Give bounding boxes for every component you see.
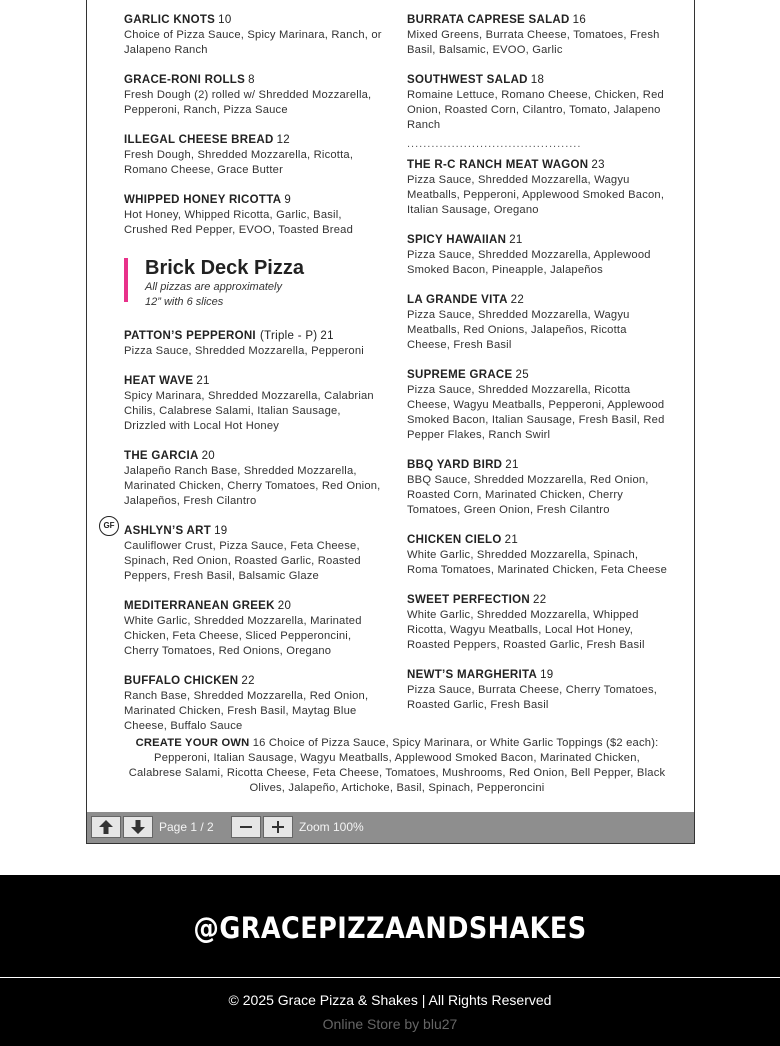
item-name: WHIPPED HONEY RICOTTA [124, 194, 282, 206]
next-page-button[interactable] [123, 816, 153, 838]
zoom-in-button[interactable] [263, 816, 293, 838]
menu-item [407, 158, 669, 218]
item-name-line [124, 193, 386, 208]
store-credit-link[interactable]: Online Store by blu27 [322, 1016, 458, 1032]
menu-item [407, 458, 669, 518]
menu-item [124, 449, 386, 509]
item-name-line [124, 524, 386, 539]
item-name-line [407, 293, 669, 308]
item-price: 19 [540, 669, 554, 681]
item-price: 9 [284, 194, 292, 206]
gluten-free-badge: GF [99, 516, 119, 536]
item-name: SUPREME GRACE [407, 369, 513, 381]
item-name: THE GARCIA [124, 450, 199, 462]
item-price: 22 [533, 594, 547, 606]
item-description: Mixed Greens, Burrata Cheese, Tomatoes, Fresh Basil, Balsamic, EVOO, Garlic [407, 29, 660, 56]
item-name: ASHLYN’S ART [124, 525, 212, 537]
item-name: SWEET PERFECTION [407, 594, 531, 606]
menu-item [407, 668, 669, 713]
plus-icon [271, 820, 285, 834]
item-name: GRACE-RONI ROLLS [124, 74, 246, 86]
item-name: CHICKEN CIELO [407, 534, 502, 546]
item-name: SOUTHWEST SALAD [407, 74, 528, 86]
item-name: ILLEGAL CHEESE BREAD [124, 134, 274, 146]
create-your-own [127, 736, 667, 796]
item-price: 18 [530, 74, 545, 86]
item-description: Hot Honey, Whipped Ricotta, Garlic, Basil, Crushed Red Pepper, EVOO, Toasted Bread [124, 209, 353, 236]
item-name-line [407, 668, 669, 683]
item-name: BUFFALO CHICKEN [124, 675, 239, 687]
item-name: CREATE YOUR OWN [135, 737, 250, 749]
menu-item [407, 533, 669, 578]
menu-item [407, 593, 669, 653]
section-subtitle: 12” with 6 slices [145, 296, 224, 308]
menu-item [407, 233, 669, 278]
item-description: Romaine Lettuce, Romano Cheese, Chicken, Red Onion, Roasted Corn, Cilantro, Tomato, Jalapeno Ranch [407, 89, 664, 131]
item-description: Choice of Pizza Sauce, Spicy Marinara, or White Garlic Toppings ($2 each): Pepperoni, Italian Sausage, Wagyu Meatballs, Applewood Smoked Bacon, Marinated Chicken, Calabrese Salami, Ricotta Cheese, Feta Cheese, Tomatoes, Mushrooms, Red Onion, Bell Pepper, Black Olives, Jalapeño, Artichoke, Basil, Spinach, Pepperoncini [128, 737, 666, 794]
item-description: Pizza Sauce, Shredded Mozzarella, Pepperoni [124, 345, 364, 357]
footer-legal [0, 978, 780, 1046]
pdf-toolbar [87, 812, 694, 843]
menu-item [124, 13, 386, 58]
item-price: 10 [218, 14, 232, 26]
item-description: White Garlic, Shredded Mozzarella, Whipped Ricotta, Wagyu Meatballs, Local Hot Honey, Roasted Peppers, Roasted Garlic, Fresh Basil [407, 609, 645, 651]
item-name-line [124, 374, 386, 389]
item-price: 8 [248, 74, 255, 86]
menu-item [124, 674, 386, 734]
item-price: 16 [252, 737, 266, 749]
item-name-line [407, 593, 669, 608]
item-price: 21 [505, 459, 519, 471]
item-name: GARLIC KNOTS [124, 14, 216, 26]
item-price: 19 [214, 525, 228, 537]
item-name: PATTON’S PEPPERONI [124, 330, 256, 342]
item-price: 21 [196, 375, 210, 387]
social-handle-link[interactable]: @GRACEPIZZAANDSHAKES [193, 911, 587, 945]
item-price: 21 [509, 234, 523, 246]
menu-item [124, 193, 386, 238]
menu-item [103, 521, 386, 584]
zoom-level: Zoom 100% [299, 820, 364, 834]
menu-item [124, 73, 386, 118]
menu-item [407, 293, 669, 353]
item-name: SPICY HAWAIIAN [407, 234, 507, 246]
menu-item [407, 13, 669, 58]
item-description: Ranch Base, Shredded Mozzarella, Red Onion, Marinated Chicken, Fresh Basil, Maytag Blue Cheese, Buffalo Sauce [124, 690, 369, 732]
page-indicator: Page 1 / 2 [159, 820, 214, 834]
item-price: 20 [201, 450, 215, 462]
item-name-line [124, 449, 386, 464]
menu-item [407, 368, 669, 443]
item-name: LA GRANDE VITA [407, 294, 508, 306]
zoom-out-button[interactable] [231, 816, 261, 838]
item-price: 21 [320, 330, 334, 342]
menu-item [124, 599, 386, 659]
section-subtitle: All pizzas are approximately [145, 281, 282, 293]
item-name-line [407, 233, 669, 248]
item-name: THE R-C RANCH MEAT WAGON [407, 159, 589, 171]
item-description: Pizza Sauce, Burrata Cheese, Cherry Tomatoes, Roasted Garlic, Fresh Basil [407, 684, 658, 711]
menu-item [124, 133, 386, 178]
item-description: Cauliflower Crust, Pizza Sauce, Feta Cheese, Spinach, Red Onion, Roasted Garlic, Roasted Peppers, Fresh Basil, Balsamic Glaze [124, 540, 361, 582]
menu-left-column [103, 13, 386, 749]
item-name-line [124, 674, 386, 689]
item-price: 22 [241, 675, 255, 687]
menu-item [407, 73, 669, 133]
item-name: NEWT’S MARGHERITA [407, 669, 538, 681]
item-price: 12 [276, 134, 290, 146]
menu-item [124, 374, 386, 434]
pdf-viewer [86, 0, 695, 844]
item-price: 25 [515, 369, 529, 381]
item-description: Choice of Pizza Sauce, Spicy Marinara, Ranch, or Jalapeno Ranch [124, 29, 382, 56]
item-description: Pizza Sauce, Shredded Mozzarella, Wagyu Meatballs, Red Onions, Jalapeños, Ricotta Cheese, Fresh Basil [407, 309, 630, 351]
item-description: Pizza Sauce, Shredded Mozzarella, Ricotta Cheese, Wagyu Meatballs, Pepperoni, Applewood Smoked Bacon, Italian Sausage, Fresh Basil, Red Pepper Flakes, Ranch Swirl [407, 384, 665, 441]
item-description: White Garlic, Shredded Mozzarella, Marinated Chicken, Feta Cheese, Sliced Pepperoncini, Cherry Tomatoes, Red Onions, Oregano [124, 615, 362, 657]
item-description: Pizza Sauce, Shredded Mozzarella, Applewood Smoked Bacon, Pineapple, Jalapeños [407, 249, 651, 276]
previous-page-button[interactable] [91, 816, 121, 838]
item-name: HEAT WAVE [124, 375, 194, 387]
item-price: 22 [510, 294, 525, 306]
item-price: 16 [572, 14, 587, 26]
item-description: White Garlic, Shredded Mozzarella, Spinach, Roma Tomatoes, Marinated Chicken, Feta Cheese [407, 549, 668, 576]
item-name-line [407, 368, 669, 383]
item-description: BBQ Sauce, Shredded Mozzarella, Red Onion, Roasted Corn, Marinated Chicken, Cherry Tomatoes, Green Onion, Fresh Cilantro [407, 474, 649, 516]
menu-right-column [407, 13, 669, 728]
item-name-line [407, 73, 669, 88]
dotted-divider: ........................................... [407, 139, 582, 149]
item-name-line [407, 158, 669, 173]
item-name: MEDITERRANEAN GREEK [124, 600, 275, 612]
arrow-down-icon [130, 819, 146, 835]
item-description: Jalapeño Ranch Base, Shredded Mozzarella, Marinated Chicken, Cherry Tomatoes, Red Onion, Jalapeños, Fresh Cilantro [124, 465, 381, 507]
minus-icon [239, 820, 253, 834]
item-description: Pizza Sauce, Shredded Mozzarella, Wagyu Meatballs, Pepperoni, Applewood Smoked Bacon, Italian Sausage, Oregano [407, 174, 665, 216]
item-name-line [407, 13, 669, 28]
item-name: BURRATA CAPRESE SALAD [407, 14, 570, 26]
section-heading [124, 256, 386, 310]
item-name-line [124, 599, 386, 614]
item-description: Fresh Dough, Shredded Mozzarella, Ricotta, Romano Cheese, Grace Butter [124, 149, 354, 176]
item-description: Fresh Dough (2) rolled w/ Shredded Mozzarella, Pepperoni, Ranch, Pizza Sauce [124, 89, 372, 116]
item-name-line [124, 133, 386, 148]
item-price: 21 [504, 534, 519, 546]
item-price: 23 [591, 159, 605, 171]
item-name-line [124, 329, 386, 344]
section-title: Brick Deck Pizza [145, 257, 304, 279]
item-name: BBQ YARD BIRD [407, 459, 503, 471]
menu-page [87, 0, 694, 811]
menu-item [124, 329, 386, 359]
item-name-line [407, 458, 669, 473]
footer-social [0, 875, 780, 977]
copyright-text: © 2025 Grace Pizza & Shakes | All Rights Reserved [228, 992, 552, 1008]
item-name-line [124, 73, 386, 88]
item-name-line [407, 533, 669, 548]
item-description: Spicy Marinara, Shredded Mozzarella, Calabrian Chilis, Calabrese Salami, Italian Sausage, Drizzled with Local Hot Honey [124, 390, 374, 432]
item-note: (Triple - P) [259, 330, 318, 342]
arrow-up-icon [98, 819, 114, 835]
item-name-line [124, 13, 386, 28]
item-price: 20 [277, 600, 292, 612]
